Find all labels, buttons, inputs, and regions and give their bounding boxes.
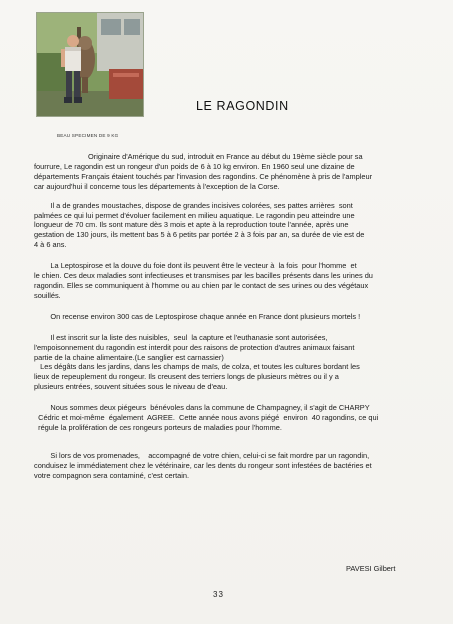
text-line: On recense environ 300 cas de Leptospirose chaque année en France dont plusieurs mortels ! xyxy=(34,311,361,321)
text-line: Il est inscrit sur la liste des nuisibles, seul la capture et l'euthanasie sont autorisées, xyxy=(34,332,328,342)
text-line: régule la prolifération de ces rongeurs porteurs de maladies pour l'homme. xyxy=(34,422,282,432)
paragraph-origin xyxy=(34,152,420,192)
page-number: 33 xyxy=(213,590,224,599)
author-signature: PAVESI Gilbert xyxy=(346,564,396,573)
text-line: votre compagnon sera contaminé, c'est certain. xyxy=(34,470,190,480)
article-title: LE RAGONDIN xyxy=(196,99,289,113)
text-line: le chien. Ces deux maladies sont infectieuses et transmises par les bacilles présents dans les urines du xyxy=(34,271,373,281)
paragraph-statistics xyxy=(34,312,420,322)
paragraph-trappers xyxy=(34,403,420,433)
paragraph-diseases xyxy=(34,261,420,301)
text-line: Cédric et moi-même également AGREE. Cette année nous avons piégé environ 40 ragondins, ce qui xyxy=(34,413,379,423)
text-line: gestation de 130 jours, ils mettent bas 5 à 6 petits par portée 2 à 3 fois par an, sa durée de vie est de xyxy=(34,230,365,240)
text-line: Originaire d'Amérique du sud, introduit en France au début du 19ème siècle pour sa xyxy=(88,152,363,161)
paragraph-warning xyxy=(34,451,420,481)
text-line: Il a de grandes moustaches, dispose de grandes incisives colorées, ses pattes arrières sont xyxy=(34,200,353,210)
text-line: plusieurs entrées, souvent situées sous le niveau de d'eau. xyxy=(34,382,228,392)
text-line: ragondin. Elles se communiquent à l'homme ou au chien par le contact de ses urines ou des végétaux xyxy=(34,280,369,290)
text-line: Les dégâts dans les jardins, dans les champs de maïs, de colza, et toutes les cultures bordant les xyxy=(34,362,360,372)
paragraph-regulation xyxy=(34,333,420,392)
text-line: partie de la chaine alimentaire.(Le sanglier est carnassier) xyxy=(34,352,224,362)
text-line: lieux de repeuplement du rongeur. Ils creusent des terriers longs de plusieurs mètres ou il y a xyxy=(34,372,339,382)
text-line: Si lors de vos promenades, accompagné de votre chien, celui-ci se fait mordre par un ragondin, xyxy=(34,450,370,460)
text-line: conduisez le immédiatement chez le vétérinaire, car les dents du rongeur sont infestées de bactéries et xyxy=(34,460,372,470)
article-body xyxy=(34,152,420,481)
specimen-photo-illustration xyxy=(37,13,143,116)
text-line: car aujourd'hui il concerne tous les départements à l'exception de la Corse. xyxy=(34,181,280,191)
photo-caption: BEAU SPECIMEN DE 9 KG xyxy=(57,133,119,138)
text-line: Nous sommes deux piégeurs bénévoles dans la commune de Champagney, il s'agit de CHARPY xyxy=(34,403,370,413)
text-line: 4 à 6 ans. xyxy=(34,240,67,250)
text-line: palmées ce qui lui permet d'évoluer facilement en milieu aquatique. Le ragondin peu atteindre une xyxy=(34,210,355,220)
text-line: départements Français étaient touchés par l'invasion des ragondins. Ce phénomène à pris de l'ampleur xyxy=(34,171,373,181)
text-line: longueur de 70 cm. Ils sont mature dès 3 mois et apte à la reproduction toute l'année, après une xyxy=(34,220,349,230)
paragraph-description xyxy=(34,201,420,251)
text-line: l'empoisonnement du ragondin est interdit pour des raisons de protection d'autres animaux faisant xyxy=(34,342,355,352)
text-line: souillés. xyxy=(34,290,61,300)
specimen-photo xyxy=(36,12,144,117)
text-line: La Leptospirose et la douve du foie dont ils peuvent être le vecteur à la fois pour l'homme et xyxy=(34,261,357,271)
text-line: fourrure, Le ragondin est un rongeur d'un poids de 6 à 10 kg environ. En 1960 seul une dizaine de xyxy=(34,161,355,171)
